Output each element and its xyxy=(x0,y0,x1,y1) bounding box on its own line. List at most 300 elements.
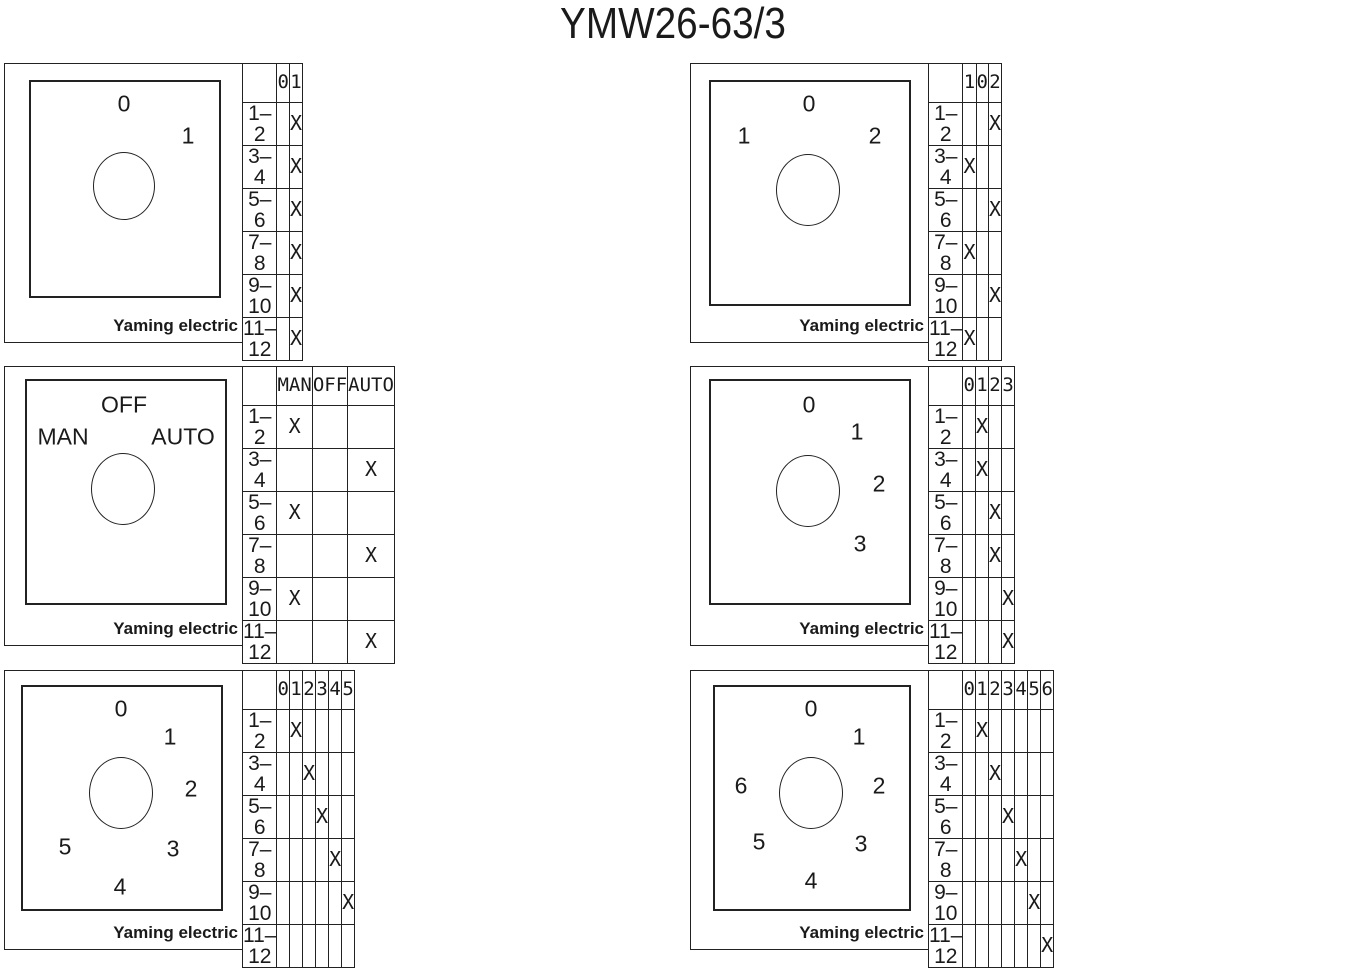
empty-cell xyxy=(302,881,315,924)
contact-row xyxy=(929,577,1015,620)
empty-cell xyxy=(975,752,988,795)
column-header: AUTO xyxy=(348,367,395,406)
contact-pair-label: 3–4 xyxy=(243,752,277,795)
contact-row xyxy=(929,448,1015,491)
empty-cell xyxy=(1041,752,1054,795)
column-header: MAN xyxy=(277,367,312,406)
empty-cell xyxy=(1015,752,1028,795)
empty-cell xyxy=(289,924,302,967)
dial-position-label: 0 xyxy=(117,90,131,117)
contact-row xyxy=(929,752,1054,795)
rotary-knob xyxy=(89,757,153,829)
header-row xyxy=(929,367,1015,406)
empty-cell xyxy=(277,752,289,795)
closed-contact-mark: X xyxy=(988,534,1001,577)
rotary-knob xyxy=(779,757,843,829)
empty-cell xyxy=(963,274,976,317)
empty-cell xyxy=(1028,838,1041,881)
contact-row xyxy=(929,405,1015,448)
contact-pair-label: 7–8 xyxy=(243,534,277,577)
contact-pair-label: 9–10 xyxy=(929,881,963,924)
header-row xyxy=(243,64,303,103)
empty-cell xyxy=(277,274,289,317)
contact-row xyxy=(929,145,1002,188)
contact-row xyxy=(243,188,303,231)
contact-table xyxy=(242,63,303,361)
empty-cell xyxy=(988,709,1001,752)
column-header: 4 xyxy=(1015,671,1028,710)
dial-position-label: 0 xyxy=(802,391,816,418)
column-header: 1 xyxy=(289,671,302,710)
dial-position-label: 1 xyxy=(852,723,866,750)
contact-row xyxy=(243,881,355,924)
empty-cell xyxy=(975,795,988,838)
brand-label: Yaming electric xyxy=(113,619,238,638)
contact-row xyxy=(929,838,1054,881)
contact-row xyxy=(243,577,395,620)
diagram-frame xyxy=(4,63,242,343)
dial-position-label: 2 xyxy=(872,470,886,497)
empty-cell xyxy=(988,317,1001,360)
corner-cell xyxy=(243,367,277,406)
contact-pair-label: 3–4 xyxy=(929,448,963,491)
empty-cell xyxy=(1028,709,1041,752)
column-header: 2 xyxy=(988,671,1001,710)
empty-cell xyxy=(963,752,975,795)
empty-cell xyxy=(963,491,975,534)
empty-cell xyxy=(963,881,975,924)
contact-row xyxy=(929,188,1002,231)
empty-cell xyxy=(316,924,329,967)
empty-cell xyxy=(976,188,988,231)
contact-row xyxy=(243,795,355,838)
column-header: 0 xyxy=(277,64,289,103)
rotary-knob xyxy=(776,154,840,226)
contact-row xyxy=(929,795,1054,838)
column-header: 1 xyxy=(975,367,988,406)
corner-cell xyxy=(243,671,277,710)
empty-cell xyxy=(277,188,289,231)
contact-row xyxy=(243,752,355,795)
empty-cell xyxy=(988,881,1001,924)
contact-row xyxy=(243,274,303,317)
contact-pair-label: 1–2 xyxy=(929,405,963,448)
column-header: 0 xyxy=(963,671,975,710)
corner-cell xyxy=(929,671,963,710)
dial-position-label: 1 xyxy=(163,723,177,750)
contact-row xyxy=(243,145,303,188)
empty-cell xyxy=(963,620,975,663)
contact-pair-label: 7–8 xyxy=(243,231,277,274)
contact-pair-label: 1–2 xyxy=(243,102,277,145)
contact-table xyxy=(928,366,1015,664)
empty-cell xyxy=(277,881,289,924)
contact-pair-label: 11–12 xyxy=(929,619,963,664)
diagram-frame xyxy=(4,670,242,950)
column-header: 6 xyxy=(1041,671,1054,710)
closed-contact-mark: X xyxy=(1002,620,1015,663)
empty-cell xyxy=(975,491,988,534)
contact-pair-label: 7–8 xyxy=(929,534,963,577)
dial-position-label: 0 xyxy=(804,695,818,722)
empty-cell xyxy=(302,709,315,752)
empty-cell xyxy=(277,231,289,274)
empty-cell xyxy=(963,102,976,145)
empty-cell xyxy=(312,448,347,491)
contact-pair-label: 11–12 xyxy=(243,923,277,968)
empty-cell xyxy=(302,795,315,838)
contact-row xyxy=(243,317,303,360)
empty-cell xyxy=(1002,405,1015,448)
empty-cell xyxy=(342,795,355,838)
contact-row xyxy=(929,317,1002,360)
column-header: 2 xyxy=(988,367,1001,406)
contact-row xyxy=(929,102,1002,145)
closed-contact-mark: X xyxy=(1028,881,1041,924)
contact-row xyxy=(243,709,355,752)
empty-cell xyxy=(976,145,988,188)
column-header: 0 xyxy=(277,671,289,710)
dial-position-label: 0 xyxy=(114,695,128,722)
closed-contact-mark: X xyxy=(1002,795,1015,838)
empty-cell xyxy=(1002,924,1015,967)
contact-pair-label: 9–10 xyxy=(243,577,277,620)
header-row xyxy=(243,671,355,710)
empty-cell xyxy=(963,188,976,231)
empty-cell xyxy=(963,838,975,881)
closed-contact-mark: X xyxy=(988,274,1001,317)
empty-cell xyxy=(348,491,395,534)
empty-cell xyxy=(963,709,975,752)
closed-contact-mark: X xyxy=(289,709,302,752)
empty-cell xyxy=(975,838,988,881)
contact-pair-label: 11–12 xyxy=(243,619,277,664)
closed-contact-mark: X xyxy=(277,491,312,534)
page-title: YMW26-63/3 xyxy=(560,0,786,48)
empty-cell xyxy=(316,752,329,795)
empty-cell xyxy=(329,752,342,795)
empty-cell xyxy=(302,924,315,967)
contact-pair-label: 1–2 xyxy=(929,709,963,752)
closed-contact-mark: X xyxy=(289,317,302,360)
closed-contact-mark: X xyxy=(289,145,302,188)
dial-position-label: AUTO xyxy=(151,423,215,450)
empty-cell xyxy=(976,274,988,317)
dial-position-label: 2 xyxy=(872,772,886,799)
column-header: 2 xyxy=(302,671,315,710)
contact-row xyxy=(929,231,1002,274)
contact-table xyxy=(242,366,395,664)
empty-cell xyxy=(975,577,988,620)
empty-cell xyxy=(963,534,975,577)
empty-cell xyxy=(963,577,975,620)
empty-cell xyxy=(329,924,342,967)
rotary-knob xyxy=(93,152,155,220)
empty-cell xyxy=(1041,795,1054,838)
closed-contact-mark: X xyxy=(289,188,302,231)
contact-row xyxy=(243,620,395,663)
empty-cell xyxy=(289,795,302,838)
closed-contact-mark: X xyxy=(302,752,315,795)
empty-cell xyxy=(988,620,1001,663)
dial-position-label: 0 xyxy=(802,90,816,117)
column-header: 4 xyxy=(329,671,342,710)
empty-cell xyxy=(988,577,1001,620)
empty-cell xyxy=(329,795,342,838)
brand-label: Yaming electric xyxy=(113,316,238,335)
contact-row xyxy=(929,534,1015,577)
closed-contact-mark: X xyxy=(988,752,1001,795)
empty-cell xyxy=(277,838,289,881)
closed-contact-mark: X xyxy=(975,448,988,491)
empty-cell xyxy=(277,102,289,145)
empty-cell xyxy=(1002,709,1015,752)
diagram-frame xyxy=(690,63,928,343)
contact-pair-label: 3–4 xyxy=(243,448,277,491)
dial-position-label: MAN xyxy=(37,423,89,450)
closed-contact-mark: X xyxy=(975,709,988,752)
contact-table xyxy=(928,670,1054,968)
empty-cell xyxy=(976,102,988,145)
contact-row xyxy=(929,491,1015,534)
column-header: 3 xyxy=(316,671,329,710)
empty-cell xyxy=(316,881,329,924)
empty-cell xyxy=(277,145,289,188)
empty-cell xyxy=(342,709,355,752)
column-header: 3 xyxy=(1002,367,1015,406)
column-header: 3 xyxy=(1002,671,1015,710)
closed-contact-mark: X xyxy=(988,491,1001,534)
brand-label: Yaming electric xyxy=(799,619,924,638)
empty-cell xyxy=(289,838,302,881)
empty-cell xyxy=(963,405,975,448)
dial-position-label: 2 xyxy=(184,775,198,802)
contact-pair-label: 3–4 xyxy=(243,145,277,188)
empty-cell xyxy=(988,448,1001,491)
empty-cell xyxy=(1041,881,1054,924)
dial-position-label: 3 xyxy=(853,530,867,557)
column-header: 2 xyxy=(988,64,1001,103)
empty-cell xyxy=(1028,795,1041,838)
empty-cell xyxy=(963,448,975,491)
column-header: 0 xyxy=(963,367,975,406)
closed-contact-mark: X xyxy=(975,405,988,448)
contact-pair-label: 9–10 xyxy=(243,274,277,317)
empty-cell xyxy=(348,405,395,448)
column-header: 5 xyxy=(1028,671,1041,710)
empty-cell xyxy=(988,405,1001,448)
contact-pair-label: 9–10 xyxy=(929,577,963,620)
empty-cell xyxy=(312,620,347,663)
empty-cell xyxy=(1015,795,1028,838)
contact-row xyxy=(243,102,303,145)
brand-label: Yaming electric xyxy=(799,923,924,942)
empty-cell xyxy=(1002,752,1015,795)
closed-contact-mark: X xyxy=(289,231,302,274)
empty-cell xyxy=(963,795,975,838)
empty-cell xyxy=(277,448,312,491)
closed-contact-mark: X xyxy=(1015,838,1028,881)
empty-cell xyxy=(277,620,312,663)
dial-position-label: 4 xyxy=(804,867,818,894)
header-row xyxy=(929,64,1002,103)
closed-contact-mark: X xyxy=(277,577,312,620)
closed-contact-mark: X xyxy=(988,102,1001,145)
empty-cell xyxy=(312,491,347,534)
dial-position-label: 1 xyxy=(181,122,195,149)
empty-cell xyxy=(976,317,988,360)
empty-cell xyxy=(1002,881,1015,924)
brand-label: Yaming electric xyxy=(113,923,238,942)
diagram-frame xyxy=(4,366,242,646)
column-header: 1 xyxy=(975,671,988,710)
empty-cell xyxy=(1002,534,1015,577)
contact-pair-label: 5–6 xyxy=(243,188,277,231)
empty-cell xyxy=(988,838,1001,881)
closed-contact-mark: X xyxy=(277,405,312,448)
contact-pair-label: 11–12 xyxy=(929,316,963,361)
dial-position-label: OFF xyxy=(101,391,147,418)
empty-cell xyxy=(312,534,347,577)
closed-contact-mark: X xyxy=(988,188,1001,231)
contact-row xyxy=(929,274,1002,317)
contact-pair-label: 11–12 xyxy=(929,923,963,968)
contact-pair-label: 5–6 xyxy=(243,491,277,534)
dial-position-label: 1 xyxy=(737,122,751,149)
contact-pair-label: 3–4 xyxy=(929,752,963,795)
closed-contact-mark: X xyxy=(329,838,342,881)
rotary-knob xyxy=(776,455,840,527)
empty-cell xyxy=(342,924,355,967)
closed-contact-mark: X xyxy=(316,795,329,838)
empty-cell xyxy=(329,709,342,752)
closed-contact-mark: X xyxy=(289,274,302,317)
empty-cell xyxy=(329,881,342,924)
empty-cell xyxy=(316,838,329,881)
contact-row xyxy=(243,448,395,491)
empty-cell xyxy=(277,534,312,577)
empty-cell xyxy=(1015,709,1028,752)
contact-pair-label: 7–8 xyxy=(243,838,277,881)
empty-cell xyxy=(277,924,289,967)
empty-cell xyxy=(988,795,1001,838)
contact-pair-label: 3–4 xyxy=(929,145,963,188)
contact-pair-label: 11–12 xyxy=(243,316,277,361)
empty-cell xyxy=(289,881,302,924)
corner-cell xyxy=(929,367,963,406)
empty-cell xyxy=(1002,838,1015,881)
closed-contact-mark: X xyxy=(342,881,355,924)
empty-cell xyxy=(1028,924,1041,967)
empty-cell xyxy=(976,231,988,274)
empty-cell xyxy=(1015,924,1028,967)
empty-cell xyxy=(302,838,315,881)
closed-contact-mark: X xyxy=(348,448,395,491)
empty-cell xyxy=(975,534,988,577)
empty-cell xyxy=(1015,881,1028,924)
empty-cell xyxy=(1002,448,1015,491)
empty-cell xyxy=(988,924,1001,967)
contact-pair-label: 9–10 xyxy=(929,274,963,317)
closed-contact-mark: X xyxy=(963,231,976,274)
closed-contact-mark: X xyxy=(1041,924,1054,967)
contact-row xyxy=(243,405,395,448)
contact-pair-label: 5–6 xyxy=(243,795,277,838)
column-header: 1 xyxy=(963,64,976,103)
dial-position-label: 6 xyxy=(734,772,748,799)
empty-cell xyxy=(289,752,302,795)
empty-cell xyxy=(277,317,289,360)
column-header: 5 xyxy=(342,671,355,710)
column-header: 1 xyxy=(289,64,302,103)
empty-cell xyxy=(975,620,988,663)
closed-contact-mark: X xyxy=(348,620,395,663)
dial-position-label: 5 xyxy=(58,833,72,860)
empty-cell xyxy=(342,838,355,881)
contact-row xyxy=(243,491,395,534)
contact-pair-label: 1–2 xyxy=(243,405,277,448)
dial-position-label: 1 xyxy=(850,418,864,445)
contact-pair-label: 7–8 xyxy=(929,231,963,274)
closed-contact-mark: X xyxy=(289,102,302,145)
empty-cell xyxy=(277,795,289,838)
diagram-frame xyxy=(690,366,928,646)
contact-row xyxy=(243,231,303,274)
contact-row xyxy=(243,534,395,577)
contact-pair-label: 1–2 xyxy=(929,102,963,145)
closed-contact-mark: X xyxy=(963,317,976,360)
contact-pair-label: 5–6 xyxy=(929,795,963,838)
contact-pair-label: 9–10 xyxy=(243,881,277,924)
dial-position-label: 2 xyxy=(868,122,882,149)
empty-cell xyxy=(316,709,329,752)
contact-pair-label: 7–8 xyxy=(929,838,963,881)
column-header: 0 xyxy=(976,64,988,103)
empty-cell xyxy=(988,145,1001,188)
dial-position-label: 5 xyxy=(752,828,766,855)
empty-cell xyxy=(348,577,395,620)
contact-row xyxy=(243,924,355,967)
contact-row xyxy=(929,924,1054,967)
contact-row xyxy=(929,881,1054,924)
contact-row xyxy=(929,620,1015,663)
empty-cell xyxy=(1002,491,1015,534)
dial-position-label: 3 xyxy=(854,830,868,857)
contact-table xyxy=(242,670,355,968)
dial-position-label: 3 xyxy=(166,835,180,862)
empty-cell xyxy=(975,924,988,967)
contact-pair-label: 1–2 xyxy=(243,709,277,752)
empty-cell xyxy=(342,752,355,795)
empty-cell xyxy=(988,231,1001,274)
empty-cell xyxy=(312,577,347,620)
diagram-frame xyxy=(690,670,928,950)
closed-contact-mark: X xyxy=(963,145,976,188)
empty-cell xyxy=(1041,709,1054,752)
contact-row xyxy=(929,709,1054,752)
empty-cell xyxy=(312,405,347,448)
corner-cell xyxy=(929,64,963,103)
corner-cell xyxy=(243,64,277,103)
empty-cell xyxy=(975,881,988,924)
empty-cell xyxy=(963,924,975,967)
empty-cell xyxy=(277,709,289,752)
rotary-knob xyxy=(91,453,155,525)
contact-table xyxy=(928,63,1002,361)
header-row xyxy=(243,367,395,406)
contact-pair-label: 5–6 xyxy=(929,491,963,534)
column-header: OFF xyxy=(312,367,347,406)
